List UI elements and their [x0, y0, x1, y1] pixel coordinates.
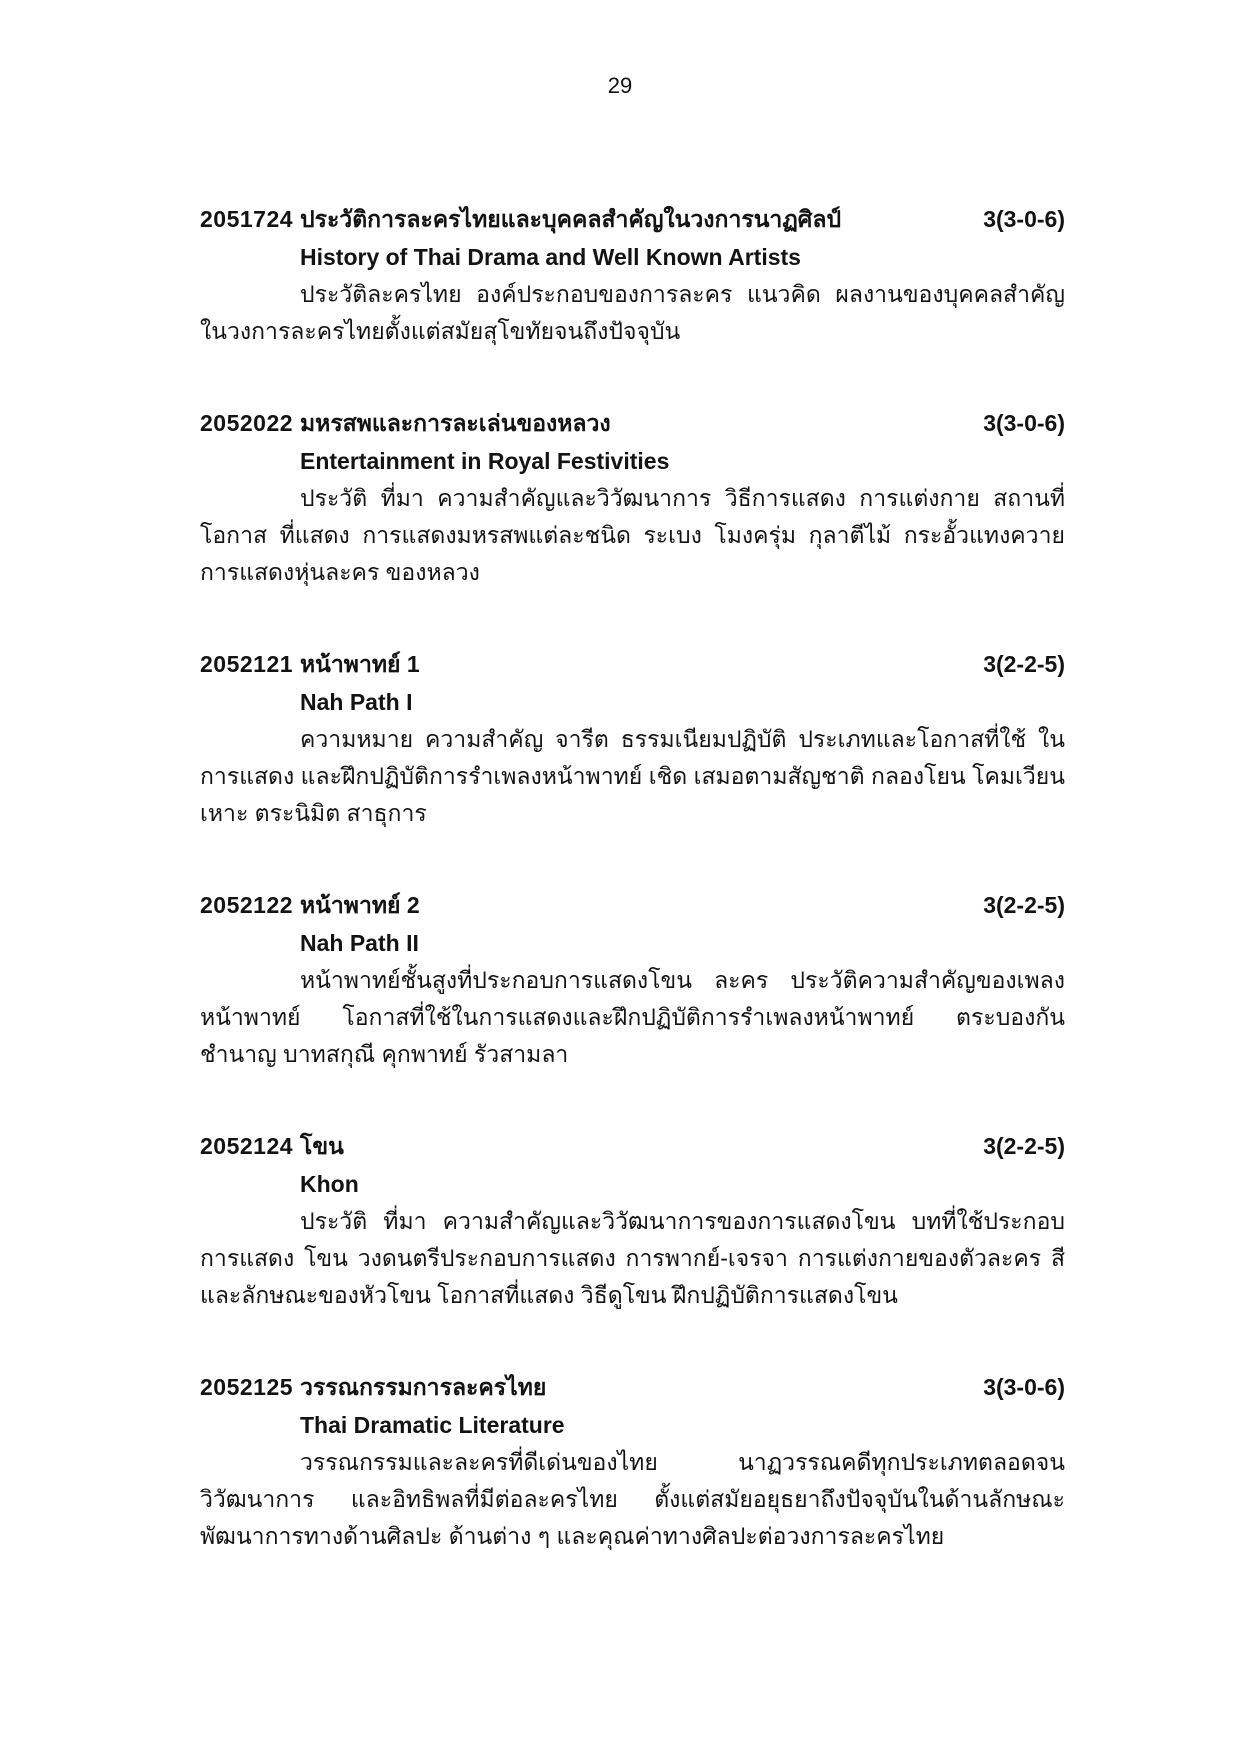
course-code: 2052124 [200, 1133, 294, 1159]
course-header [200, 200, 1065, 238]
course-list [200, 200, 1065, 1609]
course-description: ประวัติละครไทย องค์ประกอบของการละคร แนวคิด ผลงานของบุคคลสำคัญ ในวงการละครไทยตั้งแต่สมัยสุโขทัยจนถึงปัจจุบัน [200, 281, 1065, 344]
course-entry [200, 1368, 1065, 1555]
course-code: 2052022 [200, 410, 294, 436]
course-description: ความหมาย ความสำคัญ จารีต ธรรมเนียมปฏิบัติ ประเภทและโอกาสที่ใช้ ในการแสดง และฝึกปฏิบัติการรำเพลงหน้าพาทย์ เชิด เสมอตามสัญชาติ กลองโยน โคมเวียน เหาะ ตระนิมิต สาธุการ [200, 726, 1065, 826]
course-header [200, 645, 1065, 683]
course-code: 2052125 [200, 1374, 294, 1400]
course-credit: 3(3-0-6) [983, 1374, 1065, 1400]
course-title-thai: มหรสพและการละเล่นของหลวง [300, 410, 611, 436]
course-credit: 3(2-2-5) [983, 892, 1065, 918]
course-title-english: Thai Dramatic Literature [300, 1412, 565, 1438]
course-entry [200, 200, 1065, 350]
course-entry [200, 1127, 1065, 1314]
course-entry [200, 645, 1065, 832]
course-description: ประวัติ ที่มา ความสำคัญและวิวัฒนาการ วิธีการแสดง การแต่งกาย สถานที่โอกาส ที่แสดง การแสดงมหรสพแต่ละชนิด ระเบง โมงครุ่ม กุลาตีไม้ กระอั้วแทงควาย การแสดงหุ่นละคร ของหลวง [200, 485, 1065, 585]
course-title-english: Nah Path I [300, 689, 413, 715]
course-header [200, 404, 1065, 442]
course-credit: 3(2-2-5) [983, 1133, 1065, 1159]
course-title-english: Entertainment in Royal Festivities [300, 448, 670, 474]
course-title-english: Nah Path II [300, 930, 419, 956]
course-credit: 3(3-0-6) [983, 410, 1065, 436]
course-title-english: History of Thai Drama and Well Known Artists [300, 244, 801, 270]
course-description: วรรณกรรมและละครที่ดีเด่นของไทย นาฏวรรณคดีทุกประเภทตลอดจนวิวัฒนาการ และอิทธิพลที่มีต่อละครไทย ตั้งแต่สมัยอยุธยาถึงปัจจุบันในด้านลักษณะพัฒนาการทางด้านศิลปะ ด้านต่าง ๆ และคุณค่าทางศิลปะต่อวงการละครไทย [200, 1449, 1065, 1549]
course-title-thai: หน้าพาทย์ 2 [300, 892, 420, 918]
course-entry [200, 404, 1065, 591]
course-credit: 3(3-0-6) [983, 206, 1065, 232]
course-header [200, 886, 1065, 924]
course-entry [200, 886, 1065, 1073]
course-header [200, 1368, 1065, 1406]
course-description: หน้าพาทย์ชั้นสูงที่ประกอบการแสดงโขน ละคร ประวัติความสำคัญของเพลง หน้าพาทย์ โอกาสที่ใช้ในการแสดงและฝึกปฏิบัติการรำเพลงหน้าพาทย์ ตระบองกัน ชำนาญ บาทสกุณี คุกพาทย์ รัวสามลา [200, 967, 1065, 1067]
course-credit: 3(2-2-5) [983, 651, 1065, 677]
course-code: 2051724 [200, 206, 294, 232]
course-code: 2052122 [200, 892, 294, 918]
course-title-thai: หน้าพาทย์ 1 [300, 651, 420, 677]
page-number: 29 [607, 73, 633, 98]
course-description: ประวัติ ที่มา ความสำคัญและวิวัฒนาการของการแสดงโขน บทที่ใช้ประกอบการแสดง โขน วงดนตรีประกอบการแสดง การพากย์-เจรจา การแต่งกายของตัวละคร สีและลักษณะของหัวโขน โอกาสที่แสดง วิธีดูโขน ฝึกปฏิบัติการแสดงโขน [200, 1208, 1065, 1308]
course-header [200, 1127, 1065, 1165]
course-title-english: Khon [300, 1171, 359, 1197]
course-title-thai: วรรณกรรมการละครไทย [300, 1374, 547, 1400]
course-code: 2052121 [200, 651, 294, 677]
course-title-thai: โขน [300, 1133, 344, 1159]
course-title-thai: ประวัติการละครไทยและบุคคลสำคัญในวงการนาฏศิลป์ [300, 206, 842, 232]
